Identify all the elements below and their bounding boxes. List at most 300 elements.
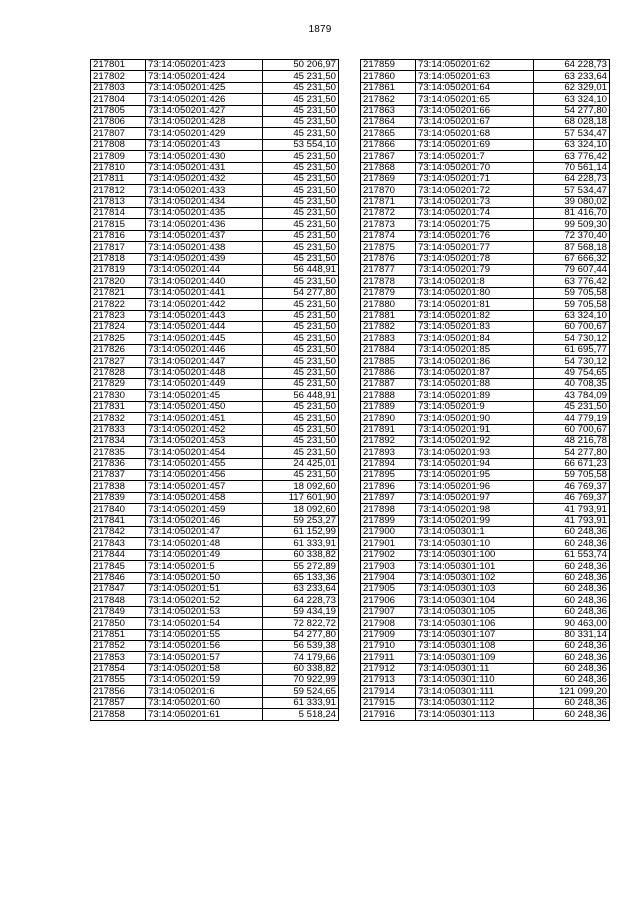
- row-number-cell: 217844: [91, 549, 146, 560]
- cadastral-number-cell: 73:14:050201:92: [416, 435, 534, 446]
- row-number-cell: 217860: [361, 71, 416, 82]
- row-number-cell: 217828: [91, 367, 146, 378]
- row-number-cell: 217879: [361, 287, 416, 298]
- value-cell: 59 524,65: [263, 686, 339, 697]
- value-cell: 74 179,66: [263, 652, 339, 663]
- row-number-cell: 217845: [91, 561, 146, 572]
- value-cell: 48 216,78: [534, 435, 610, 446]
- value-cell: 63 324,10: [534, 310, 610, 321]
- row-number-cell: 217815: [91, 219, 146, 230]
- cadastral-number-cell: 73:14:050301:111: [416, 686, 534, 697]
- row-number-cell: 217802: [91, 71, 146, 82]
- row-number-cell: 217895: [361, 470, 416, 481]
- table-row: [361, 663, 610, 674]
- table-row: [91, 128, 339, 139]
- table-row: [91, 265, 339, 276]
- row-number-cell: 217821: [91, 287, 146, 298]
- value-cell: 45 231,50: [263, 356, 339, 367]
- row-number-cell: 217841: [91, 515, 146, 526]
- row-number-cell: 217904: [361, 572, 416, 583]
- table-row: [91, 139, 339, 150]
- row-number-cell: 217884: [361, 344, 416, 355]
- value-cell: 54 730,12: [534, 333, 610, 344]
- row-number-cell: 217846: [91, 572, 146, 583]
- cadastral-number-cell: 73:14:050301:11: [416, 663, 534, 674]
- value-cell: 45 231,50: [263, 128, 339, 139]
- table-row: [361, 219, 610, 230]
- value-cell: 72 370,40: [534, 230, 610, 241]
- row-number-cell: 217901: [361, 538, 416, 549]
- row-number-cell: 217856: [91, 686, 146, 697]
- value-cell: 45 231,50: [263, 276, 339, 287]
- row-number-cell: 217896: [361, 481, 416, 492]
- cadastral-number-cell: 73:14:050301:1: [416, 527, 534, 538]
- table-row: [361, 629, 610, 640]
- cadastral-number-cell: 73:14:050301:10: [416, 538, 534, 549]
- cadastral-number-cell: 73:14:050201:44: [146, 265, 263, 276]
- value-cell: 59 253,27: [263, 515, 339, 526]
- table-row: [361, 709, 610, 720]
- row-number-cell: 217836: [91, 458, 146, 469]
- table-row: [91, 378, 339, 389]
- cadastral-number-cell: 73:14:050201:61: [146, 709, 263, 720]
- row-number-cell: 217850: [91, 618, 146, 629]
- table-row: [91, 173, 339, 184]
- table-row: [91, 276, 339, 287]
- row-number-cell: 217890: [361, 413, 416, 424]
- row-number-cell: 217866: [361, 139, 416, 150]
- row-number-cell: 217905: [361, 583, 416, 594]
- row-number-cell: 217823: [91, 310, 146, 321]
- row-number-cell: 217867: [361, 151, 416, 162]
- value-cell: 45 231,50: [263, 401, 339, 412]
- table-row: [361, 71, 610, 82]
- row-number-cell: 217874: [361, 230, 416, 241]
- value-cell: 45 231,50: [263, 242, 339, 253]
- value-cell: 64 228,73: [534, 173, 610, 184]
- row-number-cell: 217893: [361, 447, 416, 458]
- cadastral-number-cell: 73:14:050201:71: [416, 173, 534, 184]
- row-number-cell: 217912: [361, 663, 416, 674]
- row-number-cell: 217869: [361, 173, 416, 184]
- row-number-cell: 217820: [91, 276, 146, 287]
- table-row: [91, 333, 339, 344]
- cadastral-number-cell: 73:14:050201:58: [146, 663, 263, 674]
- row-number-cell: 217863: [361, 105, 416, 116]
- row-number-cell: 217876: [361, 253, 416, 264]
- row-number-cell: 217883: [361, 333, 416, 344]
- row-number-cell: 217880: [361, 299, 416, 310]
- table-row: [361, 196, 610, 207]
- value-cell: 55 272,89: [263, 561, 339, 572]
- table-row: [361, 208, 610, 219]
- value-cell: 45 231,50: [263, 310, 339, 321]
- value-cell: 117 601,90: [263, 492, 339, 503]
- table-row: [91, 253, 339, 264]
- table-row: [91, 481, 339, 492]
- cadastral-number-cell: 73:14:050201:69: [416, 139, 534, 150]
- cadastral-number-cell: 73:14:050201:89: [416, 390, 534, 401]
- cadastral-table-right: [360, 59, 610, 721]
- value-cell: 60 248,36: [534, 606, 610, 617]
- value-cell: 59 705,58: [534, 299, 610, 310]
- value-cell: 56 448,91: [263, 265, 339, 276]
- value-cell: 54 730,12: [534, 356, 610, 367]
- cadastral-number-cell: 73:14:050301:112: [416, 697, 534, 708]
- value-cell: 45 231,50: [263, 230, 339, 241]
- row-number-cell: 217835: [91, 447, 146, 458]
- value-cell: 63 233,64: [534, 71, 610, 82]
- table-row: [361, 435, 610, 446]
- value-cell: 45 231,50: [263, 367, 339, 378]
- value-cell: 45 231,50: [263, 333, 339, 344]
- value-cell: 5 518,24: [263, 709, 339, 720]
- table-row: [361, 675, 610, 686]
- cadastral-number-cell: 73:14:050201:454: [146, 447, 263, 458]
- value-cell: 63 776,42: [534, 276, 610, 287]
- table-row: [91, 413, 339, 424]
- table-row: [91, 287, 339, 298]
- value-cell: 45 231,50: [263, 94, 339, 105]
- table-row: [361, 515, 610, 526]
- cadastral-number-cell: 73:14:050301:110: [416, 675, 534, 686]
- cadastral-number-cell: 73:14:050201:96: [416, 481, 534, 492]
- row-number-cell: 217840: [91, 504, 146, 515]
- cadastral-number-cell: 73:14:050201:56: [146, 640, 263, 651]
- cadastral-number-cell: 73:14:050201:432: [146, 173, 263, 184]
- table-row: [91, 344, 339, 355]
- table-row: [361, 367, 610, 378]
- table-row: [361, 401, 610, 412]
- table-row: [361, 82, 610, 93]
- cadastral-number-cell: 73:14:050201:85: [416, 344, 534, 355]
- cadastral-number-cell: 73:14:050301:106: [416, 618, 534, 629]
- value-cell: 45 231,50: [263, 105, 339, 116]
- value-cell: 45 231,50: [263, 447, 339, 458]
- value-cell: 60 248,36: [534, 675, 610, 686]
- table-row: [361, 321, 610, 332]
- table-row: [91, 561, 339, 572]
- table-row: [361, 276, 610, 287]
- value-cell: 45 231,50: [263, 470, 339, 481]
- table-row: [361, 572, 610, 583]
- table-row: [91, 60, 339, 71]
- table-row: [91, 208, 339, 219]
- cadastral-number-cell: 73:14:050201:51: [146, 583, 263, 594]
- cadastral-number-cell: 73:14:050201:86: [416, 356, 534, 367]
- cadastral-number-cell: 73:14:050201:453: [146, 435, 263, 446]
- value-cell: 60 248,36: [534, 709, 610, 720]
- table-row: [361, 60, 610, 71]
- cadastral-number-cell: 73:14:050201:74: [416, 208, 534, 219]
- value-cell: 45 231,50: [263, 162, 339, 173]
- table-row: [91, 310, 339, 321]
- cadastral-number-cell: 73:14:050201:446: [146, 344, 263, 355]
- cadastral-number-cell: 73:14:050201:55: [146, 629, 263, 640]
- cadastral-number-cell: 73:14:050201:52: [146, 595, 263, 606]
- table-row: [91, 447, 339, 458]
- cadastral-number-cell: 73:14:050201:439: [146, 253, 263, 264]
- row-number-cell: 217908: [361, 618, 416, 629]
- table-row: [361, 356, 610, 367]
- value-cell: 49 754,65: [534, 367, 610, 378]
- value-cell: 45 231,50: [263, 71, 339, 82]
- row-number-cell: 217837: [91, 470, 146, 481]
- cadastral-number-cell: 73:14:050201:435: [146, 208, 263, 219]
- cadastral-number-cell: 73:14:050201:65: [416, 94, 534, 105]
- cadastral-number-cell: 73:14:050201:72: [416, 185, 534, 196]
- cadastral-number-cell: 73:14:050201:76: [416, 230, 534, 241]
- cadastral-number-cell: 73:14:050201:441: [146, 287, 263, 298]
- cadastral-number-cell: 73:14:050201:429: [146, 128, 263, 139]
- value-cell: 24 425,01: [263, 458, 339, 469]
- row-number-cell: 217838: [91, 481, 146, 492]
- cadastral-number-cell: 73:14:050201:90: [416, 413, 534, 424]
- table-row: [361, 162, 610, 173]
- value-cell: 45 231,50: [263, 116, 339, 127]
- row-number-cell: 217875: [361, 242, 416, 253]
- cadastral-number-cell: 73:14:050201:87: [416, 367, 534, 378]
- row-number-cell: 217857: [91, 697, 146, 708]
- cadastral-number-cell: 73:14:050201:9: [416, 401, 534, 412]
- table-row: [361, 606, 610, 617]
- value-cell: 64 228,73: [534, 60, 610, 71]
- row-number-cell: 217916: [361, 709, 416, 720]
- table-row: [361, 105, 610, 116]
- table-row: [91, 504, 339, 515]
- value-cell: 54 277,80: [534, 447, 610, 458]
- table-row: [361, 618, 610, 629]
- value-cell: 54 277,80: [263, 287, 339, 298]
- cadastral-number-cell: 73:14:050201:445: [146, 333, 263, 344]
- table-row: [91, 595, 339, 606]
- row-number-cell: 217827: [91, 356, 146, 367]
- cadastral-number-cell: 73:14:050301:103: [416, 583, 534, 594]
- row-number-cell: 217843: [91, 538, 146, 549]
- value-cell: 61 152,99: [263, 527, 339, 538]
- value-cell: 60 248,36: [534, 652, 610, 663]
- table-row: [361, 561, 610, 572]
- value-cell: 39 080,02: [534, 196, 610, 207]
- value-cell: 45 231,50: [263, 253, 339, 264]
- cadastral-number-cell: 73:14:050201:434: [146, 196, 263, 207]
- cadastral-number-cell: 73:14:050201:423: [146, 60, 263, 71]
- row-number-cell: 217825: [91, 333, 146, 344]
- cadastral-number-cell: 73:14:050201:70: [416, 162, 534, 173]
- value-cell: 45 231,50: [263, 435, 339, 446]
- row-number-cell: 217907: [361, 606, 416, 617]
- table-row: [361, 253, 610, 264]
- row-number-cell: 217855: [91, 675, 146, 686]
- cadastral-number-cell: 73:14:050201:443: [146, 310, 263, 321]
- cadastral-number-cell: 73:14:050201:45: [146, 390, 263, 401]
- value-cell: 60 248,36: [534, 595, 610, 606]
- table-row: [91, 242, 339, 253]
- cadastral-number-cell: 73:14:050201:448: [146, 367, 263, 378]
- value-cell: 63 233,64: [263, 583, 339, 594]
- value-cell: 63 324,10: [534, 94, 610, 105]
- row-number-cell: 217842: [91, 527, 146, 538]
- value-cell: 60 248,36: [534, 572, 610, 583]
- cadastral-number-cell: 73:14:050201:440: [146, 276, 263, 287]
- value-cell: 63 776,42: [534, 151, 610, 162]
- row-number-cell: 217809: [91, 151, 146, 162]
- table-row: [91, 697, 339, 708]
- row-number-cell: 217861: [361, 82, 416, 93]
- table-row: [361, 686, 610, 697]
- row-number-cell: 217810: [91, 162, 146, 173]
- value-cell: 45 231,50: [263, 424, 339, 435]
- value-cell: 59 434,19: [263, 606, 339, 617]
- cadastral-number-cell: 73:14:050201:63: [416, 71, 534, 82]
- value-cell: 45 231,50: [534, 401, 610, 412]
- table-row: [361, 378, 610, 389]
- value-cell: 81 416,70: [534, 208, 610, 219]
- cadastral-number-cell: 73:14:050201:53: [146, 606, 263, 617]
- row-number-cell: 217911: [361, 652, 416, 663]
- value-cell: 60 248,36: [534, 583, 610, 594]
- cadastral-number-cell: 73:14:050201:449: [146, 378, 263, 389]
- row-number-cell: 217906: [361, 595, 416, 606]
- table-row: [91, 515, 339, 526]
- table-row: [91, 356, 339, 367]
- value-cell: 60 248,36: [534, 663, 610, 674]
- row-number-cell: 217894: [361, 458, 416, 469]
- cadastral-number-cell: 73:14:050201:48: [146, 538, 263, 549]
- cadastral-number-cell: 73:14:050201:450: [146, 401, 263, 412]
- cadastral-number-cell: 73:14:050301:101: [416, 561, 534, 572]
- table-row: [361, 492, 610, 503]
- row-number-cell: 217812: [91, 185, 146, 196]
- value-cell: 60 700,67: [534, 321, 610, 332]
- cadastral-number-cell: 73:14:050201:59: [146, 675, 263, 686]
- cadastral-number-cell: 73:14:050201:444: [146, 321, 263, 332]
- value-cell: 64 228,73: [263, 595, 339, 606]
- value-cell: 56 539,38: [263, 640, 339, 651]
- row-number-cell: 217822: [91, 299, 146, 310]
- cadastral-number-cell: 73:14:050201:93: [416, 447, 534, 458]
- table-row: [361, 242, 610, 253]
- cadastral-number-cell: 73:14:050201:455: [146, 458, 263, 469]
- value-cell: 57 534,47: [534, 128, 610, 139]
- value-cell: 50 206,97: [263, 60, 339, 71]
- row-number-cell: 217832: [91, 413, 146, 424]
- row-number-cell: 217870: [361, 185, 416, 196]
- value-cell: 70 922,99: [263, 675, 339, 686]
- row-number-cell: 217873: [361, 219, 416, 230]
- value-cell: 61 695,77: [534, 344, 610, 355]
- cadastral-number-cell: 73:14:050201:46: [146, 515, 263, 526]
- cadastral-number-cell: 73:14:050201:78: [416, 253, 534, 264]
- cadastral-number-cell: 73:14:050201:88: [416, 378, 534, 389]
- table-row: [91, 230, 339, 241]
- table-row: [91, 162, 339, 173]
- table-row: [91, 185, 339, 196]
- page-number: 1879: [308, 24, 332, 35]
- cadastral-number-cell: 73:14:050201:49: [146, 549, 263, 560]
- table-row: [361, 333, 610, 344]
- cadastral-number-cell: 73:14:050201:428: [146, 116, 263, 127]
- value-cell: 54 277,80: [534, 105, 610, 116]
- table-row: [361, 299, 610, 310]
- table-row: [91, 606, 339, 617]
- cadastral-number-cell: 73:14:050301:107: [416, 629, 534, 640]
- cadastral-number-cell: 73:14:050201:8: [416, 276, 534, 287]
- cadastral-number-cell: 73:14:050201:54: [146, 618, 263, 629]
- value-cell: 45 231,50: [263, 413, 339, 424]
- row-number-cell: 217851: [91, 629, 146, 640]
- value-cell: 60 338,82: [263, 549, 339, 560]
- cadastral-number-cell: 73:14:050201:43: [146, 139, 263, 150]
- value-cell: 70 561,14: [534, 162, 610, 173]
- table-row: [91, 709, 339, 720]
- cadastral-number-cell: 73:14:050201:426: [146, 94, 263, 105]
- table-row: [361, 116, 610, 127]
- value-cell: 45 231,50: [263, 185, 339, 196]
- value-cell: 45 231,50: [263, 151, 339, 162]
- cadastral-number-cell: 73:14:050201:67: [416, 116, 534, 127]
- row-number-cell: 217897: [361, 492, 416, 503]
- row-number-cell: 217804: [91, 94, 146, 105]
- table-row: [361, 527, 610, 538]
- row-number-cell: 217801: [91, 60, 146, 71]
- table-row: [361, 595, 610, 606]
- row-number-cell: 217886: [361, 367, 416, 378]
- table-row: [361, 344, 610, 355]
- row-number-cell: 217806: [91, 116, 146, 127]
- table-row: [91, 299, 339, 310]
- value-cell: 79 607,44: [534, 265, 610, 276]
- table-row: [91, 321, 339, 332]
- row-number-cell: 217826: [91, 344, 146, 355]
- row-number-cell: 217909: [361, 629, 416, 640]
- value-cell: 46 769,37: [534, 492, 610, 503]
- row-number-cell: 217887: [361, 378, 416, 389]
- table-row: [91, 219, 339, 230]
- cadastral-number-cell: 73:14:050301:108: [416, 640, 534, 651]
- value-cell: 90 463,00: [534, 618, 610, 629]
- table-row: [361, 538, 610, 549]
- table-row: [91, 629, 339, 640]
- table-row: [91, 424, 339, 435]
- row-number-cell: 217913: [361, 675, 416, 686]
- value-cell: 43 784,09: [534, 390, 610, 401]
- table-row: [361, 390, 610, 401]
- value-cell: 18 092,60: [263, 504, 339, 515]
- value-cell: 66 671,23: [534, 458, 610, 469]
- row-number-cell: 217818: [91, 253, 146, 264]
- row-number-cell: 217891: [361, 424, 416, 435]
- value-cell: 45 231,50: [263, 173, 339, 184]
- table-row: [91, 663, 339, 674]
- row-number-cell: 217871: [361, 196, 416, 207]
- row-number-cell: 217862: [361, 94, 416, 105]
- table-row: [91, 367, 339, 378]
- table-row: [361, 173, 610, 184]
- cadastral-number-cell: 73:14:050201:75: [416, 219, 534, 230]
- table-row: [91, 94, 339, 105]
- cadastral-number-cell: 73:14:050201:433: [146, 185, 263, 196]
- cadastral-number-cell: 73:14:050301:113: [416, 709, 534, 720]
- table-row: [361, 287, 610, 298]
- row-number-cell: 217808: [91, 139, 146, 150]
- value-cell: 45 231,50: [263, 321, 339, 332]
- row-number-cell: 217902: [361, 549, 416, 560]
- table-row: [91, 470, 339, 481]
- table-row: [361, 265, 610, 276]
- table-row: [361, 640, 610, 651]
- value-cell: 53 554,10: [263, 139, 339, 150]
